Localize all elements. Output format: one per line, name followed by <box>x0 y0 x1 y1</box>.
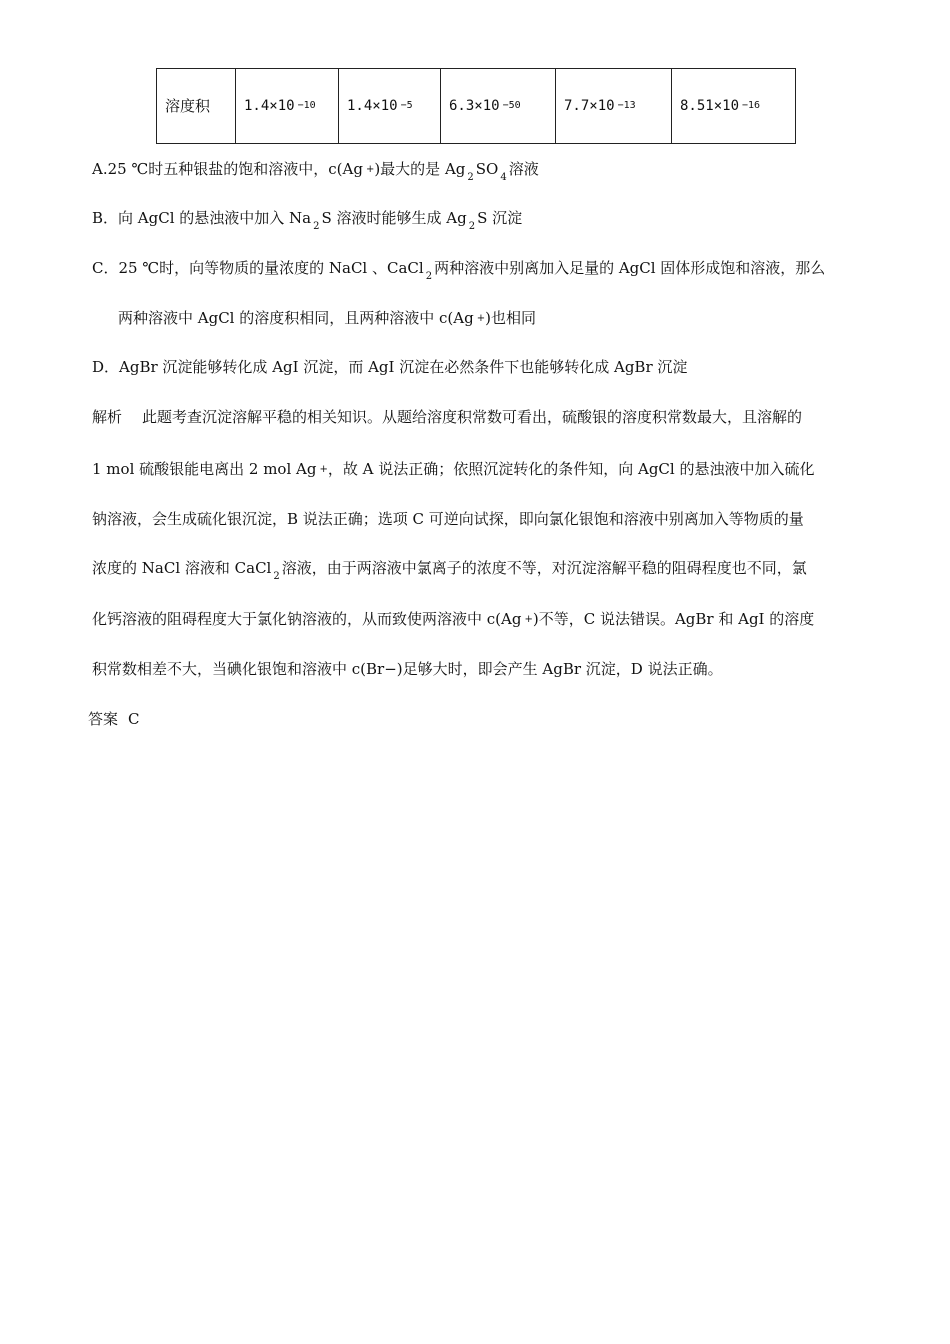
option-d: D．AgBr 沉淀能够转化成 AgI 沉淀，而 AgI 沉淀在必然条件下也能够转化成 AgBr 沉淀 <box>92 358 688 376</box>
analysis-line-6: 积常数相差不大，当碘化银饱和溶液中 c(Br−)足够大时，即会产生 AgBr 沉淀，D 说法正确。 <box>92 660 723 678</box>
analysis-line-1: 解析 此题考查沉淀溶解平稳的相关知识。从题给溶度积常数可看出，硫酸银的溶度积常数最大，且溶解的 <box>92 408 803 426</box>
analysis-line-2: 1 mol 硫酸银能电离出 2 mol Ag +，故 A 说法正确；依照沉淀转化的条件知，向 AgCl 的悬浊液中加入硫化 <box>92 460 815 478</box>
ksp-cell-2: 1.4×10 $^{-5}$ <box>339 69 441 144</box>
option-c: C．25 ℃时，向等物质的量浓度的 NaCl 、CaCl $_2$ 两种溶液中别离加入足量的 AgCl 固体形成饱和溶液，那么 <box>92 259 826 282</box>
table-row <box>157 69 796 144</box>
ksp-cell-4: 7.7×10 $^{-13}$ <box>556 69 672 144</box>
analysis-line-5: 化钙溶液的阻碍程度大于氯化钠溶液的，从而致使两溶液中 c(Ag +)不等，C 说法错误。AgBr 和 AgI 的溶度 <box>92 610 815 628</box>
answer-label: 答案 <box>88 710 119 728</box>
analysis-label: 解析 <box>92 408 123 426</box>
table-row-label: 溶度积 <box>157 69 236 144</box>
ksp-cell-3: 6.3×10 $^{-50}$ <box>441 69 556 144</box>
ksp-table <box>156 68 796 144</box>
answer-value: C <box>128 710 140 728</box>
analysis-line-3: 钠溶液，会生成硫化银沉淀，B 说法正确；选项 C 可逆向试探，即向氯化银饱和溶液中别离加入等物质的量 <box>92 510 804 528</box>
option-b: B．向 AgCl 的悬浊液中加入 Na $_2$ S 溶液时能够生成 Ag $_2$ S 沉淀 <box>92 209 523 232</box>
analysis-line-4: 浓度的 NaCl 溶液和 CaCl $_2$ 溶液，由于两溶液中氯离子的浓度不等，对沉淀溶解平稳的阻碍程度也不同，氯 <box>92 559 807 582</box>
answer-line <box>88 708 140 730</box>
ksp-cell-1: 1.4×10 $^{-10}$ <box>236 69 339 144</box>
ksp-cell-5: 8.51×10 $^{-16}$ <box>672 69 796 144</box>
option-c-continued: 两种溶液中 AgCl 的溶度积相同，且两种溶液中 c(Ag +)也相同 <box>118 309 536 327</box>
option-a: A.25 ℃时五种银盐的饱和溶液中，c(Ag +)最大的是 Ag $_2$ SO $_4$ 溶液 <box>92 160 539 183</box>
